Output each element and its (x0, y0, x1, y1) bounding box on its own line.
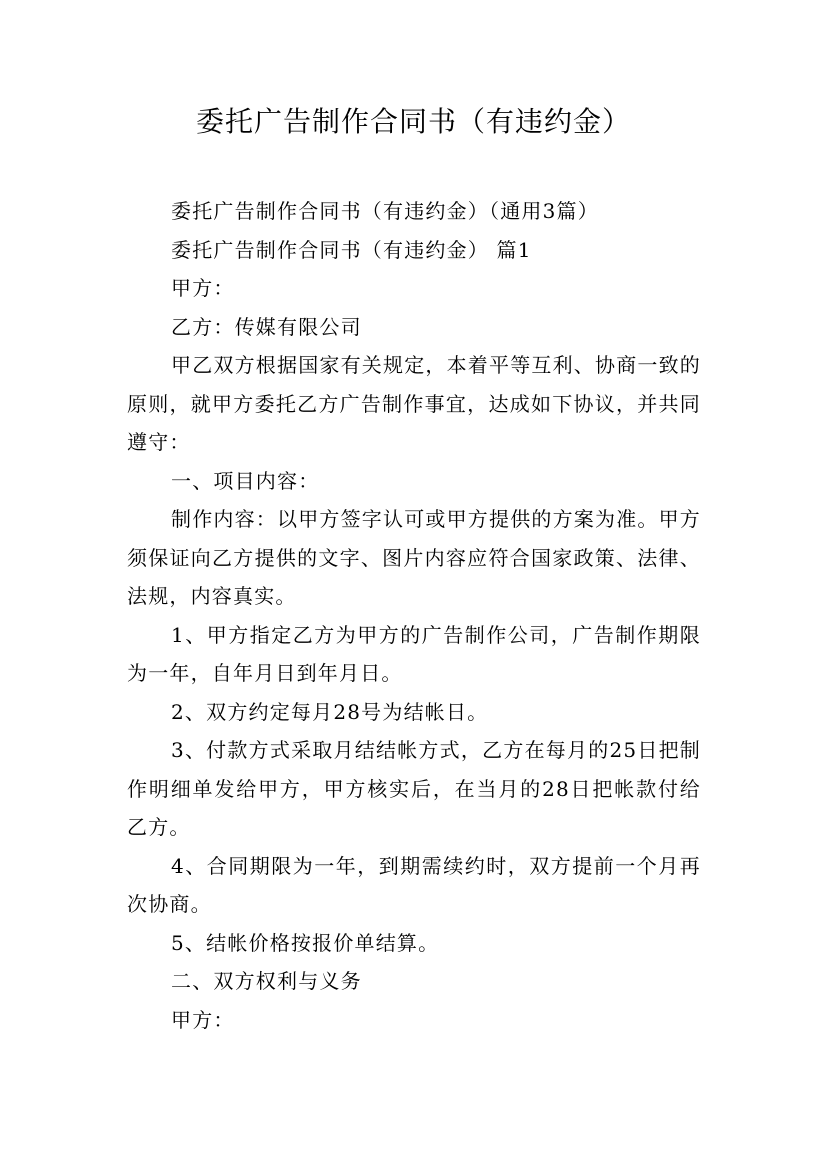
document-body (127, 192, 701, 1039)
paragraph-rights-heading: 二、双方权利与义务 (171, 969, 362, 993)
paragraph-clause-1: 1、甲方指定乙方为甲方的广告制作公司，广告制作期限为一年，自年月日到年月日。 (127, 622, 701, 685)
paragraph-party-a-rights: 甲方： (171, 1007, 235, 1032)
paragraph-content: 制作内容：以甲方签字认可或甲方提供的方案为准。甲方须保证向乙方提供的文字、图片内容应符合国家政策、法律、法规，内容真实。 (127, 507, 701, 608)
paragraph-clause-2: 2、双方约定每月28号为结帐日。 (171, 699, 489, 724)
paragraph-section-heading: 委托广告制作合同书（有违约金） 篇1 (171, 237, 532, 262)
paragraph-clause-4: 4、合同期限为一年，到期需续约时，双方提前一个月再次协商。 (127, 853, 701, 916)
paragraph-subtitle: 委托广告制作合同书（有违约金）（通用3篇） (171, 199, 599, 223)
paragraph-clause-5: 5、结帐价格按报价单结算。 (171, 930, 440, 955)
paragraph-intro: 甲乙双方根据国家有关规定，本着平等互利、协商一致的原则，就甲方委托乙方广告制作事宜，达成如下协议，并共同遵守： (127, 353, 701, 454)
document-title: 委托广告制作合同书（有违约金） (195, 105, 631, 138)
paragraph-project-heading: 一、项目内容： (171, 468, 320, 493)
paragraph-party-b: 乙方：传媒有限公司 (171, 314, 362, 339)
paragraph-party-a: 甲方： (171, 276, 235, 300)
paragraph-clause-3: 3、付款方式采取月结结帐方式，乙方在每月的25日把制作明细单发给甲方，甲方核实后，在当月的28日把帐款付给乙方。 (127, 738, 701, 839)
